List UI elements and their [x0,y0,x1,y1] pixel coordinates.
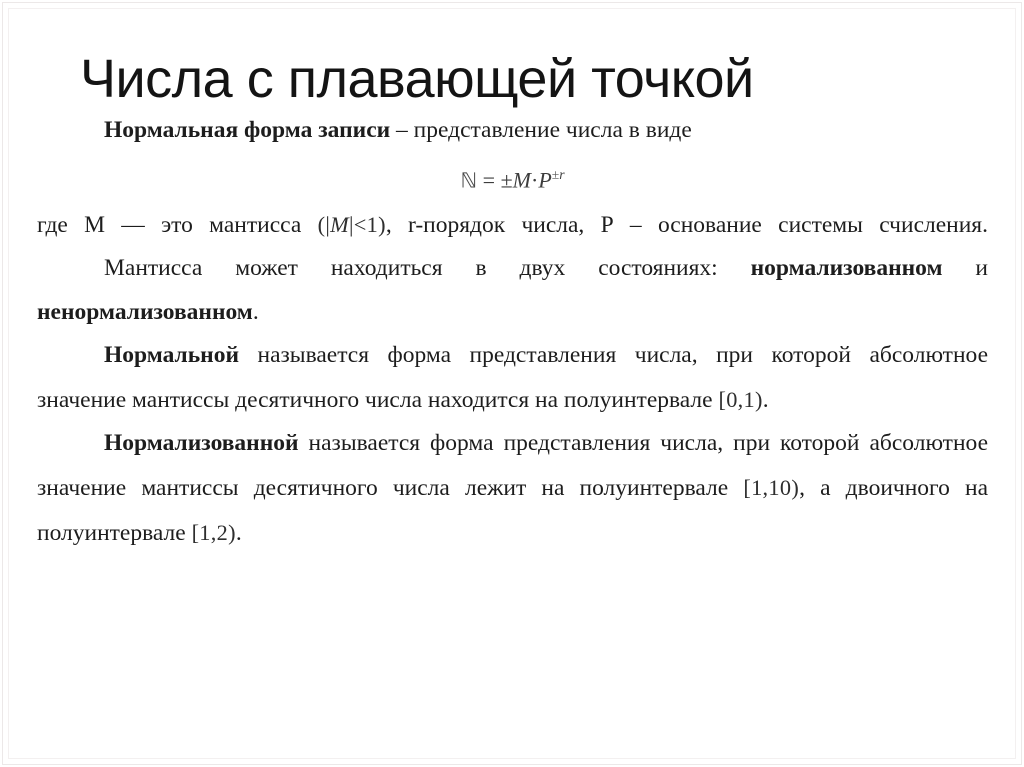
text-segment: [1,2) [191,519,236,545]
text-segment: (| [317,211,331,237]
page-title: Числа с плавающей точкой [80,49,754,110]
text-segment: r [559,166,565,182]
text-segment: M [512,166,531,192]
text-segment: [0,1) [718,386,763,412]
text-segment: [1,10) [743,475,800,501]
text-segment: . [235,519,242,546]
text-segment: и [942,255,988,282]
text-segment: Мантисса может находиться в двух состояниях: [104,255,751,282]
paragraph-normal-form [37,334,988,422]
slide-body [37,109,988,555]
paragraph-mantissa-states [37,247,988,334]
paragraph-formula [37,153,988,203]
text-segment: называется форма представления числа, при которой абсолютное значение мантиссы десятичного числа находится на полуинтервале [37,342,988,413]
text-segment: ℕ [460,167,478,192]
text-segment: , r-порядок числа, Р – основание системы счисления. [385,211,988,238]
text-segment: . [252,298,259,325]
text-segment: нормализованном [750,255,943,282]
text-segment: . [762,386,769,413]
text-segment: P [538,166,552,192]
text-segment: – представление числа в виде [390,117,692,143]
paragraph-normalized-form [37,422,988,555]
text-segment: Нормальной [104,342,239,369]
text-segment: Нормализованной [104,430,299,457]
text-segment: где М — это мантисса [37,211,318,238]
text-segment: , а двоичного на полуинтервале [37,475,989,546]
text-segment: Нормальная форма записи [104,117,391,143]
text-segment: |<1) [348,211,386,237]
text-segment: M [330,211,349,237]
text-segment: ненормализованном [37,298,253,325]
text-segment: · [530,166,539,192]
text-segment: ± [551,166,560,182]
text-segment: = ± [477,166,513,192]
paragraph-definition-intro [37,109,988,153]
text-segment: называется форма представления числа, при которой абсолютное значение мантиссы десятичного числа лежит на полуинтервале [37,430,988,502]
paragraph-definition-terms [37,203,988,248]
